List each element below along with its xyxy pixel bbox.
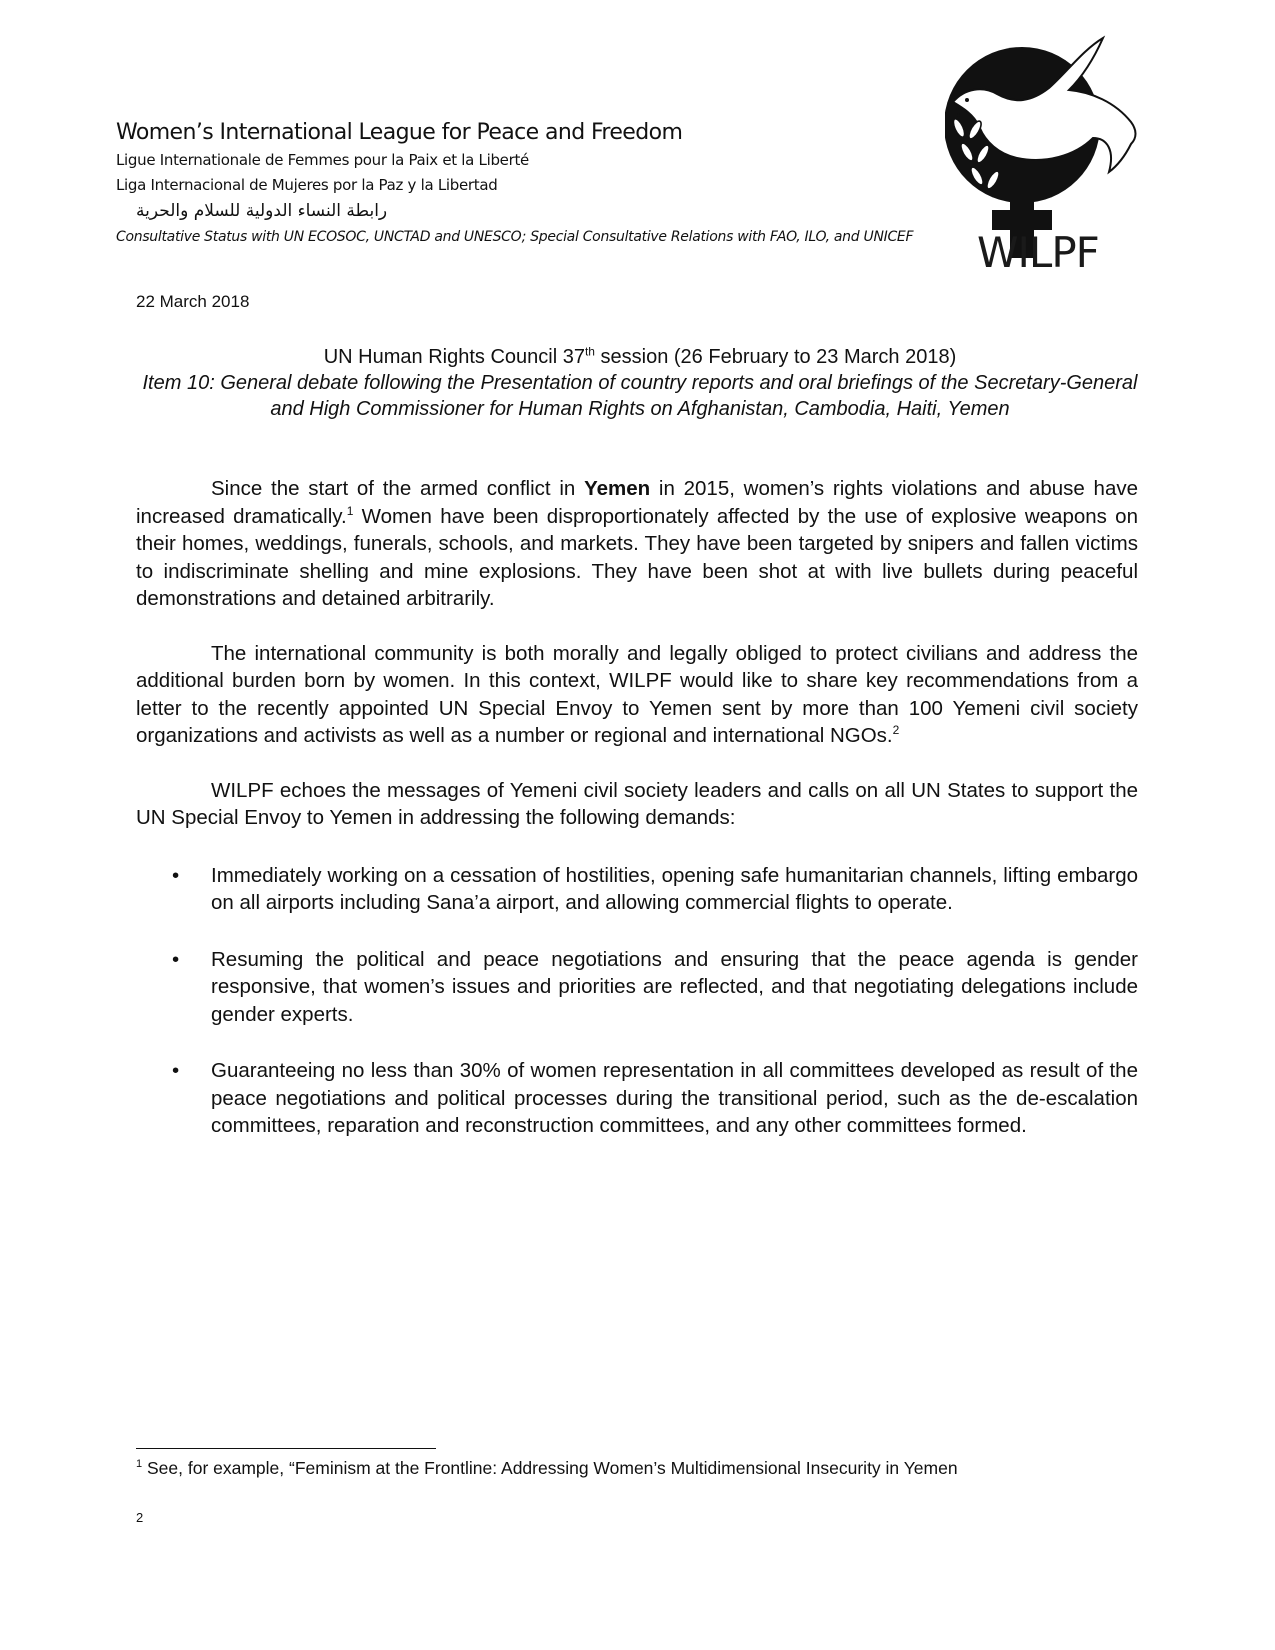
document-date: 22 March 2018 <box>136 292 250 311</box>
paragraph-2: The international community is both morally and legally obliged to protect civilians and address the additional burden born by women. In this context, WILPF would like to share key recommendations from a letter to the recently appointed UN Special Envoy to Yemen sent by more than 100 Yemeni civil society organizations and activists as well as a number or regional and international NGOs.$^2$ <box>136 641 1138 747</box>
letterhead <box>116 118 936 250</box>
footnote-1: $^1$ See, for example, “Feminism at the Frontline: Addressing Women’s Multidimensional Insecurity in Yemen <box>136 1458 958 1478</box>
org-name-french: Ligue Internationale de Femmes pour la Paix et la Liberté <box>116 151 529 169</box>
paragraph-1: Since the start of the armed conflict in Yemen in 2015, women’s rights violations and abuse have increased dramatically.$^1$ Women have been disproportionately affected by the use of explosive weapons on their homes, weddings, funerals, schools, and markets. They have been targeted by snipers and fallen victims to indiscriminate shelling and mine explosions. They have been shot at with live bullets during peaceful demonstrations and detained arbitrarily. <box>136 477 1138 610</box>
list-item: • Guaranteeing no less than 30% of women representation in all committees developed as result of the peace negotiations and political processes during the transitional period, such as the de-escalation committees, reparation and reconstruction committees, and any other committees formed. <box>172 1059 1138 1137</box>
consultative-status: Consultative Status with UN ECOSOC, UNCTAD and UNESCO; Special Consultative Relations with FAO, ILO, and UNICEF <box>116 229 914 245</box>
bullet-icon: • <box>172 1059 180 1082</box>
document-title <box>140 344 1140 422</box>
paragraph-3: WILPF echoes the messages of Yemeni civil society leaders and calls on all UN States to support the UN Special Envoy to Yemen in addressing the following demands: <box>136 778 1138 829</box>
footnote-ref-2: 2 <box>892 723 900 738</box>
list-item: • Immediately working on a cessation of hostilities, opening safe humanitarian channels, lifting embargo on all airports including Sana’a airport, and allowing commercial flights to operate. <box>172 863 1138 914</box>
demands-list <box>136 862 1138 1140</box>
country-name: Yemen <box>584 477 651 500</box>
footnote-marker: 1 <box>136 1458 143 1471</box>
session-title: UN Human Rights Council 37th session (26 February to 23 March 2018) <box>323 344 957 368</box>
bullet-icon: • <box>172 947 180 971</box>
footnote-divider <box>136 1448 436 1449</box>
page-number: 2 <box>136 1510 144 1525</box>
logo-dove-eye <box>965 98 969 102</box>
agenda-item: Item 10: General debate following the Presentation of country reports and oral briefings of the Secretary-General and High Commissioner for Human Rights on Afghanistan, Cambodia, Haiti, Yemen <box>142 372 1138 420</box>
ordinal-suffix: th <box>584 344 595 359</box>
org-name: Women’s International League for Peace and Freedom <box>116 120 683 145</box>
org-name-spanish: Liga Internacional de Mujeres por la Paz y la Libertad <box>116 176 498 194</box>
footnote-ref-1: 1 <box>346 503 354 518</box>
wilpf-wordmark: WILPF <box>977 228 1099 277</box>
org-name-arabic: رابطة النساء الدولية للسلام والحرية <box>136 201 388 221</box>
bullet-icon: • <box>172 863 180 887</box>
document-body <box>136 475 1138 1169</box>
list-item: • Resuming the political and peace negotiations and ensuring that the peace agenda is gender responsive, that women’s issues and priorities are reflected, and that negotiating delegations include gender experts. <box>172 947 1138 1026</box>
logo-cross-horizontal <box>992 210 1052 230</box>
